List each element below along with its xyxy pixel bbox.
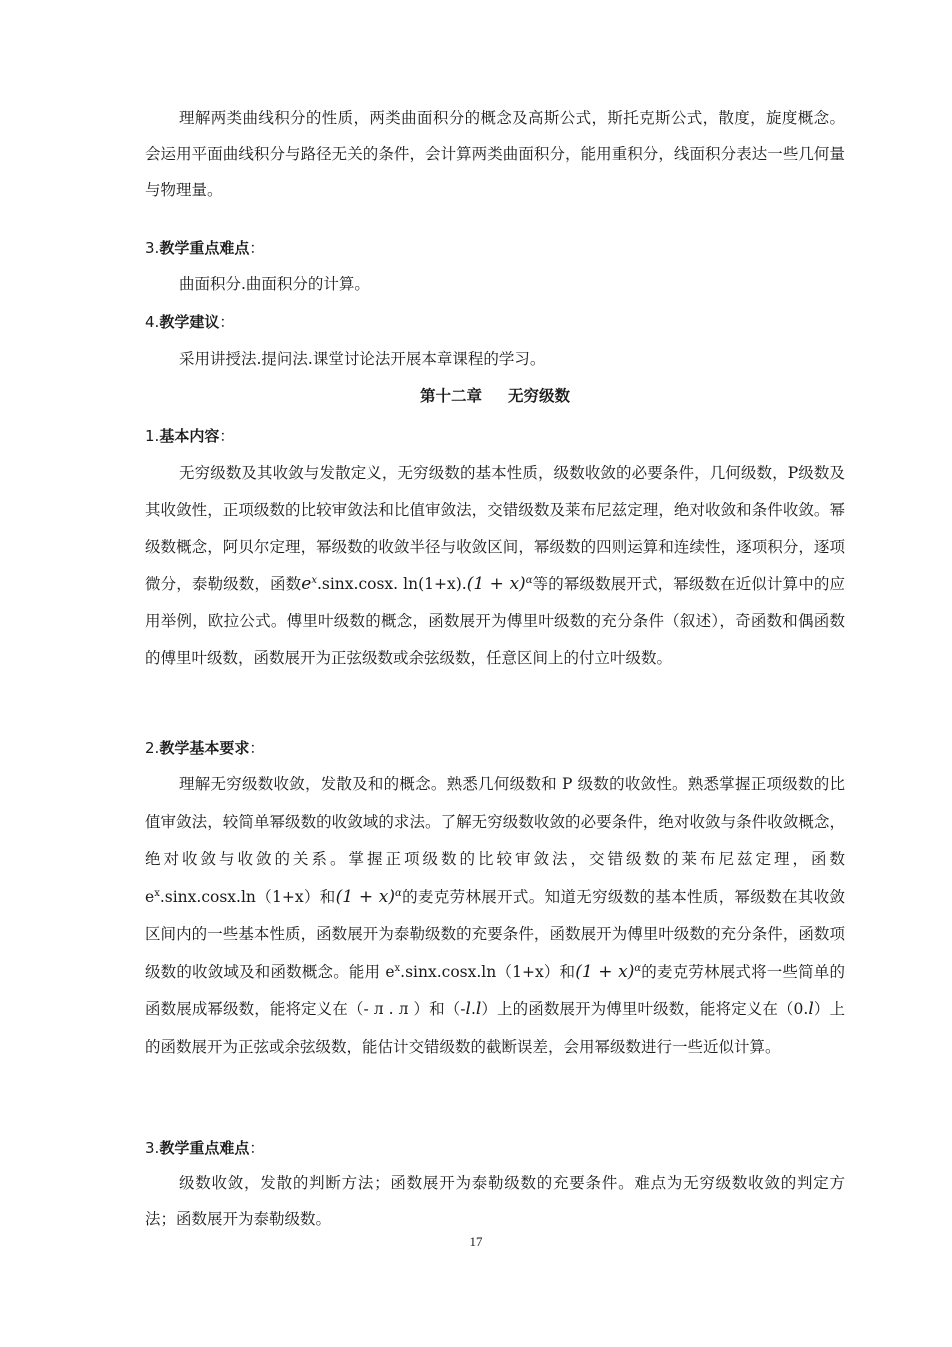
heading-number: 1. — [145, 427, 160, 445]
heading-key-difficult-points-2 — [145, 1130, 845, 1166]
heading-title: 教学建议 — [159, 313, 220, 331]
formula-exponent-alpha: α — [634, 962, 642, 974]
heading-teaching-suggestions — [145, 304, 845, 340]
heading-colon: ： — [249, 239, 265, 257]
paragraph-curve-integrals: 理解两类曲线积分的性质，两类曲面积分的概念及高斯公式，斯托克斯公式，散度，旋度概念。会运用平面曲线积分与路径无关的条件，会计算两类曲面积分，能用重积分，线面积分表达一些几何量与物理量。 — [145, 109, 845, 199]
heading-key-difficult-points — [145, 230, 845, 266]
heading-number: 2. — [145, 739, 160, 757]
heading-title: 教学基本要求 — [159, 739, 250, 757]
heading-title: 教学重点难点 — [159, 239, 250, 257]
text-run: .sinx.cosx.ln（1+x）和 — [159, 887, 336, 906]
chapter-title: 无穷级数 — [508, 387, 571, 405]
paragraph-surface-integral: 曲面积分.曲面积分的计算。 — [179, 275, 370, 293]
formula-l: l — [808, 999, 814, 1019]
paragraph-teaching-methods: 采用讲授法.提问法.课堂讨论法开展本章课程的学习。 — [179, 350, 546, 368]
heading-number: 3. — [145, 1139, 160, 1157]
formula-exponent-x: x — [154, 887, 160, 899]
text-run: 等的幂级数展开式，幂级数在近似计算中的应用举例，欧拉公式。傅里叶级数的概念，函数展开为傅里叶级数的充分条件（叙述），奇函数和偶函数的傅里叶级数，函数展开为正弦级数或余弦级数，任意区间上的付立叶级数。 — [145, 575, 845, 667]
paragraph-key-points: 级数收敛，发散的判断方法；函数展开为泰勒级数的充要条件。难点为无穷级数收敛的判定方法；函数展开为泰勒级数。 — [145, 1174, 845, 1228]
formula-one-plus-x: (1 + x) — [466, 574, 526, 594]
formula-exponent-alpha: α — [395, 887, 402, 899]
formula-l: l — [465, 999, 471, 1019]
text-run: ）上的函数展开为傅里叶级数，能将定义在（0. — [481, 1000, 809, 1018]
formula-one-plus-x: (1 + x) — [575, 961, 635, 982]
formula-exponent-x: x — [311, 574, 317, 586]
heading-colon: ： — [249, 739, 265, 757]
chapter-heading — [145, 382, 845, 410]
text-run: ）上的函数展开为正弦或余弦级数，能估计交错级数的截断误差，会用幂级数进行一些近似计算。 — [145, 1000, 845, 1056]
heading-basic-content — [145, 418, 845, 454]
heading-title: 基本内容 — [159, 427, 220, 445]
text-run: . — [470, 1000, 476, 1018]
formula-one-plus-x: (1 + x) — [335, 886, 396, 907]
formula-exponent-alpha: α — [525, 574, 533, 586]
heading-basic-requirements — [145, 730, 845, 766]
paragraph-series-content — [145, 455, 845, 677]
text-run: 的麦克劳林展式将一些简单的函数展成幂级数，能将定义在（- л . л ）和（- — [145, 962, 845, 1018]
formula-l: l — [475, 999, 482, 1019]
formula-exponent-x: x — [394, 962, 401, 974]
text-run: 理解无穷级数收敛，发散及和的概念。熟悉几何级数和 P 级数的收敛性。熟悉掌握正项级数的比值审敛法，较简单幂级数的收敛域的求法。了解无穷级数收敛的必要条件，绝对收敛与条件收敛概念，绝对收敛与收敛的关系。掌握正项级数的比较审敛法，交错级数的莱布尼兹定理，函数 e — [145, 775, 845, 906]
formula-e: e — [301, 574, 312, 594]
page-number: 17 — [469, 1234, 483, 1249]
text-run: .sinx.cosx. ln(1+x). — [316, 575, 467, 593]
heading-number: 3. — [145, 239, 160, 257]
heading-colon: ： — [219, 313, 235, 331]
text-run: 无穷级数及其收敛与发散定义，无穷级数的基本性质，级数收敛的必要条件，几何级数，P级数及其收敛性，正项级数的比较审敛法和比值审敛法，交错级数及莱布尼兹定理，绝对收敛和条件收敛。幂级数概念，阿贝尔定理，幂级数的收敛半径与收敛区间，幂级数的四则运算和连续性，逐项积分，逐项微分，泰勒级数，函数 — [145, 464, 845, 593]
heading-colon: ： — [249, 1139, 265, 1157]
heading-title: 教学重点难点 — [159, 1139, 250, 1157]
heading-colon: ： — [219, 427, 235, 445]
text-run: .sinx.cosx.ln（1+x）和 — [400, 962, 576, 981]
heading-number: 4. — [145, 313, 160, 331]
paragraph-requirements — [145, 766, 845, 1066]
chapter-number: 第十二章 — [419, 387, 482, 405]
text-run: 的麦克劳林展开式。知道无穷级数的基本性质，幂级数在其收敛区间内的一些基本性质，函数展开为泰勒级数的充要条件，函数展开为傅里叶级数的充分条件，函数项级数的收敛域及和函数概念。能用 e — [145, 887, 845, 981]
